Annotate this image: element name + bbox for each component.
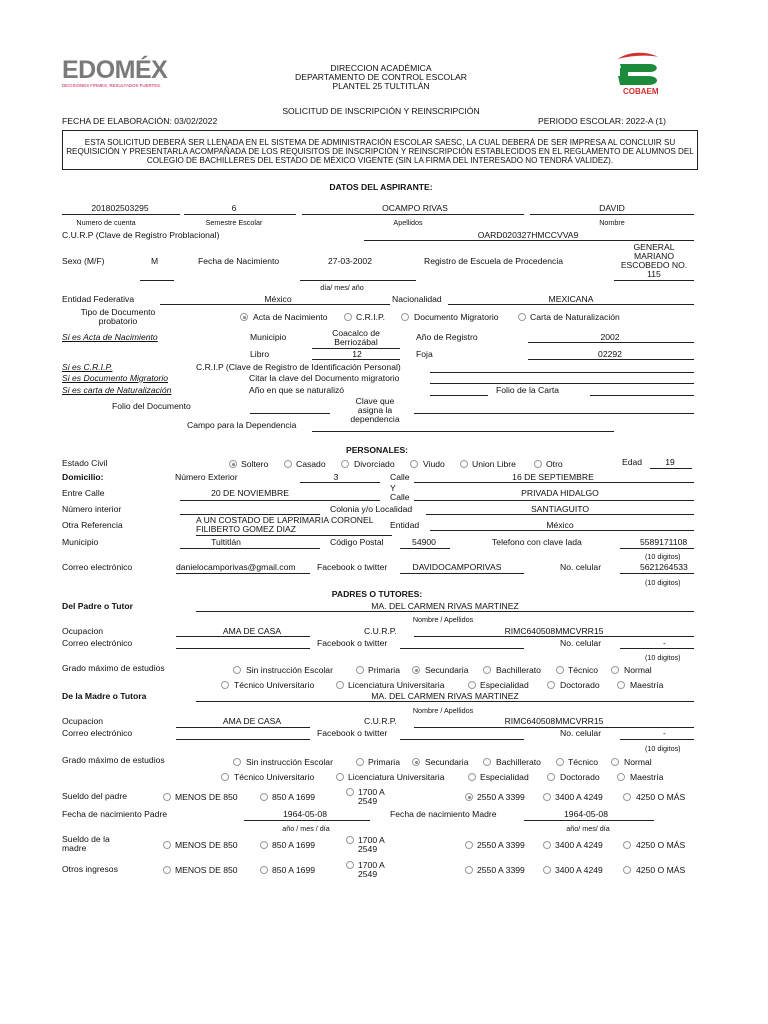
option-f-secundaria: Secundaria [425, 665, 469, 675]
label-education-mother: Grado máximo de estudios [62, 755, 165, 765]
option-f-especialidad: Especialidad [480, 680, 529, 690]
edomex-wordmark: EDOMÉX [62, 56, 168, 84]
option-oi-mas: 4250 O MÁS [636, 865, 686, 875]
radio-f-bachillerato[interactable] [483, 666, 491, 674]
street-value: 16 DE SEPTIEMBRE [512, 472, 594, 482]
radio-f-sin-instruccion[interactable] [233, 666, 241, 674]
label-ymd-father: año / mes / día [282, 824, 330, 833]
radio-f-normal[interactable] [611, 666, 619, 674]
school-period: PERIODO ESCOLAR: 2022-A (1) [538, 116, 666, 126]
option-oi-4249: 3400 A 4249 [555, 865, 603, 875]
ext-number-value: 3 [333, 472, 339, 482]
document-title: SOLICITUD DE INSCRIPCIÓN Y REINSCRIPCIÓN [282, 106, 480, 116]
option-fs-2549: 1700 A 2549 [358, 787, 385, 807]
option-m-maestria: Maestría [630, 772, 664, 782]
option-f-normal: Normal [624, 665, 652, 675]
label-address: Domicilio: [62, 472, 104, 482]
label-father: Del Padre o Tutor [62, 601, 133, 611]
label-age: Edad [622, 457, 643, 467]
radio-m-tecnico[interactable] [556, 758, 564, 766]
label-state: Entidad Federativa [62, 294, 135, 304]
radio-m-secundaria[interactable] [412, 758, 420, 766]
radio-ms-4249[interactable] [543, 841, 551, 849]
label-phone: Telefono con clave lada [492, 537, 582, 547]
radio-f-especialidad[interactable] [468, 681, 476, 689]
mother-birthdate: 1964-05-08 [564, 809, 608, 819]
radio-ms-3399[interactable] [465, 841, 473, 849]
option-otro: Otro [546, 459, 563, 469]
label-cellphone: No. celular [560, 562, 602, 572]
header-line-3: PLANTEL 25 TULTITLÁN [332, 81, 430, 91]
radio-oi-2549[interactable] [346, 861, 354, 869]
label-nationality: Nacionalidad [392, 294, 442, 304]
surnames: OCAMPO RIVAS [382, 203, 448, 213]
option-m-licenciatura: Licenciatura Universitaria [348, 772, 445, 782]
option-f-licenciatura: Licenciatura Universitaria [348, 680, 445, 690]
father-cellphone: - [663, 638, 666, 648]
radio-m-bachillerato[interactable] [483, 758, 491, 766]
label-entity: Entidad [390, 520, 420, 530]
social-value: DAVIDOCAMPORIVAS [412, 562, 502, 572]
option-m-bachillerato: Bachillerato [496, 757, 541, 767]
label-if-crip: Si es C.R.I.P. [62, 362, 113, 372]
radio-m-licenciatura[interactable] [336, 773, 344, 781]
label-occupation: Ocupacion [62, 626, 104, 636]
and-street-value: PRIVADA HIDALGO [521, 488, 599, 498]
option-fs-1699: 850 A 1699 [272, 792, 316, 802]
label-social-father: Facebook o twitter [317, 638, 388, 648]
radio-f-tecnico[interactable] [556, 666, 564, 674]
state-value: México [264, 294, 292, 304]
mother-name: MA. DEL CARMEN RIVAS MARTINEZ [371, 691, 519, 701]
notice-box: ESTA SOLICITUD DEBERÁ SER LLENADA EN EL SISTEMA DE ADMINISTRACIÓN ESCOLAR SAESC, LA CUAL DEBERÁ DE SER IMPRESA AL CONCLUIR SU REQUISICIÓN Y PRESENTARLA ACOMPAÑADA DE LOS REQUISITOS DE INSCRIPCIÓN Y REINSCRIPCIÓN ESTABLECIDOS EN EL REGLAMENTO DE ALUMNOS DEL COLEGIO DE BACHILLERES DEL ESTADO DE MÉXICO VIGENTE (SIN LA FIRMA DEL INTERESADO NO TENDRÁ VALIDEZ). [62, 130, 698, 170]
radio-casado[interactable] [284, 460, 292, 468]
option-migratorio: Documento Migratorio [414, 312, 499, 322]
label-int-number: Número interior [62, 504, 122, 514]
label-education-father: Grado máximo de estudios [62, 663, 165, 673]
label-10-digits-2: (10 digitos) [645, 578, 681, 587]
section-tutores: PADRES O TUTORES: [331, 589, 423, 599]
label-doc-folio: Folio del Documento [112, 401, 191, 411]
label-father-birthdate: Fecha de nacimiento Padre [62, 809, 168, 819]
registry-year-value: 2002 [600, 332, 620, 342]
sex-value: M [151, 256, 159, 266]
label-street: Calle [390, 472, 410, 482]
option-f-sin-instruccion: Sin instrucción Escolar [246, 665, 333, 675]
label-email-mother: Correo electrónico [62, 728, 133, 738]
label-name: Nombre [599, 218, 625, 227]
option-m-especialidad: Especialidad [480, 772, 529, 782]
label-postal-code: Código Postal [330, 537, 384, 547]
label-doc-type: Tipo de Documento probatorio [80, 307, 156, 327]
label-letter-folio: Folio de la Carta [496, 385, 560, 395]
radio-f-secundaria[interactable] [412, 666, 420, 674]
cobaem-emblem-icon [614, 50, 664, 88]
option-casado: Casado [296, 459, 326, 469]
label-mother-birthdate: Fecha de nacimiento Madre [390, 809, 497, 819]
radio-oi-4249[interactable] [543, 866, 551, 874]
option-divorciado: Divorciado [354, 459, 395, 469]
label-curp-father: C.U.R.P. [364, 626, 397, 636]
radio-f-doctorado[interactable] [547, 681, 555, 689]
label-naturalization-year: Año en que se naturalizó [249, 385, 345, 395]
label-dmy: día/ mes/ año [320, 283, 364, 292]
cobaem-text: COBAEM [623, 87, 659, 96]
label-other-reference: Otra Referencia [62, 520, 123, 530]
label-if-migratorio: Si es Documento Migratorio [62, 373, 169, 383]
municipality-value: Coacalco de Berriozábal [332, 328, 380, 348]
radio-fs-mas[interactable] [623, 793, 631, 801]
entity-value: México [546, 520, 574, 530]
option-union-libre: Union Libre [472, 459, 516, 469]
label-book: Libro [250, 349, 270, 359]
option-fs-3399: 2550 A 3399 [477, 792, 525, 802]
radio-m-maestria[interactable] [617, 773, 625, 781]
label-civil-status: Estado Civil [62, 458, 108, 468]
edomex-tagline: DECISIONES FIRMES, RESULTADOS FUERTES. [62, 83, 162, 88]
option-f-doctorado: Doctorado [560, 680, 600, 690]
nationality-value: MEXICANA [548, 294, 594, 304]
header-line-2: DEPARTAMENTO DE CONTROL ESCOLAR [295, 72, 467, 82]
option-m-normal: Normal [624, 757, 652, 767]
radio-fs-3399[interactable] [465, 793, 473, 801]
label-migratorio-key: Citar la clave del Documento migratorio [249, 373, 400, 383]
label-crip: C.R.I.P (Clave de Registro de Identificación Personal) [196, 362, 401, 372]
radio-m-sin-instruccion[interactable] [233, 758, 241, 766]
phone-value: 5589171108 [640, 537, 688, 547]
label-10-digits: (10 digitos) [645, 552, 681, 561]
label-social: Facebook o twitter [317, 562, 388, 572]
radio-f-maestria[interactable] [617, 681, 625, 689]
option-m-tec-univ: Técnico Universitario [234, 772, 315, 782]
label-name-surname-2: Nombre / Apellidos [412, 706, 474, 715]
father-curp: RIMC640508MMCVRR15 [504, 626, 604, 636]
radio-soltero[interactable] [229, 460, 237, 468]
option-naturalizacion: Carta de Naturalización [530, 312, 620, 322]
radio-ms-mas[interactable] [623, 841, 631, 849]
label-if-acta: Si es Acta de Nacimiento [62, 332, 158, 342]
label-email: Correo electrónico [62, 562, 133, 572]
label-colony: Colonia y/o Localidad [330, 504, 413, 514]
label-dependency-key: Clave que asigna la dependencia [350, 396, 400, 425]
label-10-digits-3: (10 digitos) [645, 653, 681, 662]
option-f-tecnico: Técnico [568, 665, 599, 675]
option-oi-1699: 850 A 1699 [272, 865, 316, 875]
book-value: 12 [352, 349, 362, 359]
colony-value: SANTIAGUITO [530, 504, 590, 514]
option-m-secundaria: Secundaria [425, 757, 469, 767]
option-oi-3399: 2550 A 3399 [477, 865, 525, 875]
option-soltero: Soltero [241, 459, 269, 469]
radio-naturalizacion[interactable] [518, 313, 526, 321]
label-registry-year: Año de Registro [416, 332, 478, 342]
radio-oi-1699[interactable] [260, 866, 268, 874]
option-ms-3399: 2550 A 3399 [477, 840, 525, 850]
father-occupation: AMA DE CASA [222, 626, 282, 636]
other-reference-value: A UN COSTADO DE LAPRIMARIA CORONEL FILIBERTO GOMEZ DIAZ [196, 515, 374, 535]
radio-ms-850[interactable] [163, 841, 171, 849]
email-value: danielocamporivas@gmail.com [176, 562, 296, 572]
option-crip: C.R.I.P. [356, 312, 385, 322]
radio-otro[interactable] [534, 460, 542, 468]
radio-fs-4249[interactable] [543, 793, 551, 801]
option-m-sin-instruccion: Sin instrucción Escolar [246, 757, 333, 767]
label-between-street: Entre Calle [62, 488, 105, 498]
radio-crip[interactable] [344, 313, 352, 321]
section-aspirante: DATOS DEL ASPIRANTE: [329, 182, 433, 192]
section-personales: PERSONALES: [345, 445, 409, 455]
option-ms-850: MENOS DE 850 [175, 840, 238, 850]
radio-fs-850[interactable] [163, 793, 171, 801]
option-f-primaria: Primaria [368, 665, 400, 675]
father-birthdate: 1964-05-08 [283, 809, 327, 819]
elaboration-date: FECHA DE ELABORACIÓN: 03/02/2022 [62, 116, 218, 126]
option-ms-4249: 3400 A 4249 [555, 840, 603, 850]
label-municipality: Municipio [250, 332, 287, 342]
radio-m-normal[interactable] [611, 758, 619, 766]
option-acta: Acta de Nacimiento [253, 312, 328, 322]
header-line-1: DIRECCION ACADÉMICA [330, 63, 432, 73]
semester: 6 [231, 203, 237, 213]
option-oi-2549: 1700 A 2549 [358, 860, 385, 880]
mother-cellphone: - [663, 728, 666, 738]
label-10-digits-4: (10 digitos) [645, 744, 681, 753]
mother-curp: RIMC640508MMCVRR15 [504, 716, 604, 726]
option-m-doctorado: Doctorado [560, 772, 600, 782]
option-m-tecnico: Técnico [568, 757, 599, 767]
radio-oi-3399[interactable] [465, 866, 473, 874]
age-value: 19 [665, 457, 675, 467]
option-ms-mas: 4250 O MÁS [636, 840, 686, 850]
option-m-primaria: Primaria [368, 757, 400, 767]
radio-f-tec-univ[interactable] [221, 681, 229, 689]
option-oi-850: MENOS DE 850 [175, 865, 238, 875]
between-street-value: 20 DE NOVIEMBRE [211, 488, 289, 498]
label-dependency-field: Campo para la Dependencia [187, 420, 297, 430]
label-foja: Foja [416, 349, 433, 359]
label-if-naturalizacion: Si es carta de Naturalización [62, 385, 172, 395]
municipality-value-2: Tultitlán [211, 537, 241, 547]
label-mother-salary: Sueldo de la madre [62, 834, 110, 854]
radio-divorciado[interactable] [341, 460, 349, 468]
option-viudo: Viudo [423, 459, 445, 469]
radio-f-licenciatura[interactable] [336, 681, 344, 689]
label-cell-mother: No. celular [560, 728, 602, 738]
radio-fs-1699[interactable] [260, 793, 268, 801]
option-fs-4249: 3400 A 4249 [555, 792, 603, 802]
school-value: GENERAL MARIANO ESCOBEDO NO. 115 [620, 242, 688, 280]
account-number: 201802503295 [91, 203, 149, 213]
label-occupation-mother: Ocupacion [62, 716, 104, 726]
radio-f-primaria[interactable] [356, 666, 364, 674]
label-ymd-mother: año/ mes/ día [566, 824, 610, 833]
birthdate-value: 27-03-2002 [328, 256, 372, 266]
label-email-father: Correo electrónico [62, 638, 133, 648]
option-f-tec-univ: Técnico Universitario [234, 680, 315, 690]
label-surnames: Apellidos [393, 218, 423, 227]
radio-fs-2549[interactable] [346, 788, 354, 796]
radio-acta[interactable] [240, 313, 248, 321]
postal-code-value: 54900 [412, 537, 436, 547]
label-and-street: Y Calle [390, 483, 410, 503]
radio-oi-mas[interactable] [623, 866, 631, 874]
mother-occupation: AMA DE CASA [222, 716, 282, 726]
label-ext-number: Número Exterior [175, 472, 238, 482]
radio-viudo[interactable] [410, 460, 418, 468]
label-municipality-2: Municipio [62, 537, 99, 547]
option-ms-1699: 850 A 1699 [272, 840, 316, 850]
label-semester: Semestre Escolar [205, 218, 263, 227]
radio-oi-850[interactable] [163, 866, 171, 874]
option-fs-mas: 4250 O MÁS [636, 792, 686, 802]
label-birthdate: Fecha de Nacimiento [198, 256, 280, 266]
radio-ms-1699[interactable] [260, 841, 268, 849]
label-name-surname: Nombre / Apellidos [412, 615, 474, 624]
first-name: DAVID [599, 203, 625, 213]
foja-value: 02292 [598, 349, 622, 359]
option-ms-2549: 1700 A 2549 [358, 835, 385, 855]
father-name: MA. DEL CARMEN RIVAS MARTINEZ [371, 601, 519, 611]
label-social-mother: Facebook o twitter [317, 728, 388, 738]
cellphone-value: 5621264533 [640, 562, 688, 572]
radio-migratorio[interactable] [401, 313, 409, 321]
label-cell-father: No. celular [560, 638, 602, 648]
radio-ms-2549[interactable] [346, 836, 354, 844]
label-curp: C.U.R.P (Clave de Registro Problacional) [62, 230, 220, 240]
label-sex: Sexo (M/F) [62, 256, 105, 266]
label-other-income: Otros ingresos [62, 864, 118, 874]
option-f-bachillerato: Bachillerato [496, 665, 541, 675]
radio-m-especialidad[interactable] [468, 773, 476, 781]
radio-m-tec-univ[interactable] [221, 773, 229, 781]
option-fs-850: MENOS DE 850 [175, 792, 238, 802]
curp-value: OARD020327HMCCVVA9 [477, 230, 579, 240]
label-mother: De la Madre o Tutora [62, 691, 147, 701]
label-school: Registro de Escuela de Procedencia [424, 256, 564, 266]
label-curp-mother: C.U.R.P. [364, 716, 397, 726]
option-f-maestria: Maestría [630, 680, 664, 690]
label-account: Numero de cuenta [76, 218, 136, 227]
radio-m-primaria[interactable] [356, 758, 364, 766]
label-father-salary: Sueldo del padre [62, 791, 127, 801]
radio-m-doctorado[interactable] [547, 773, 555, 781]
radio-union-libre[interactable] [460, 460, 468, 468]
